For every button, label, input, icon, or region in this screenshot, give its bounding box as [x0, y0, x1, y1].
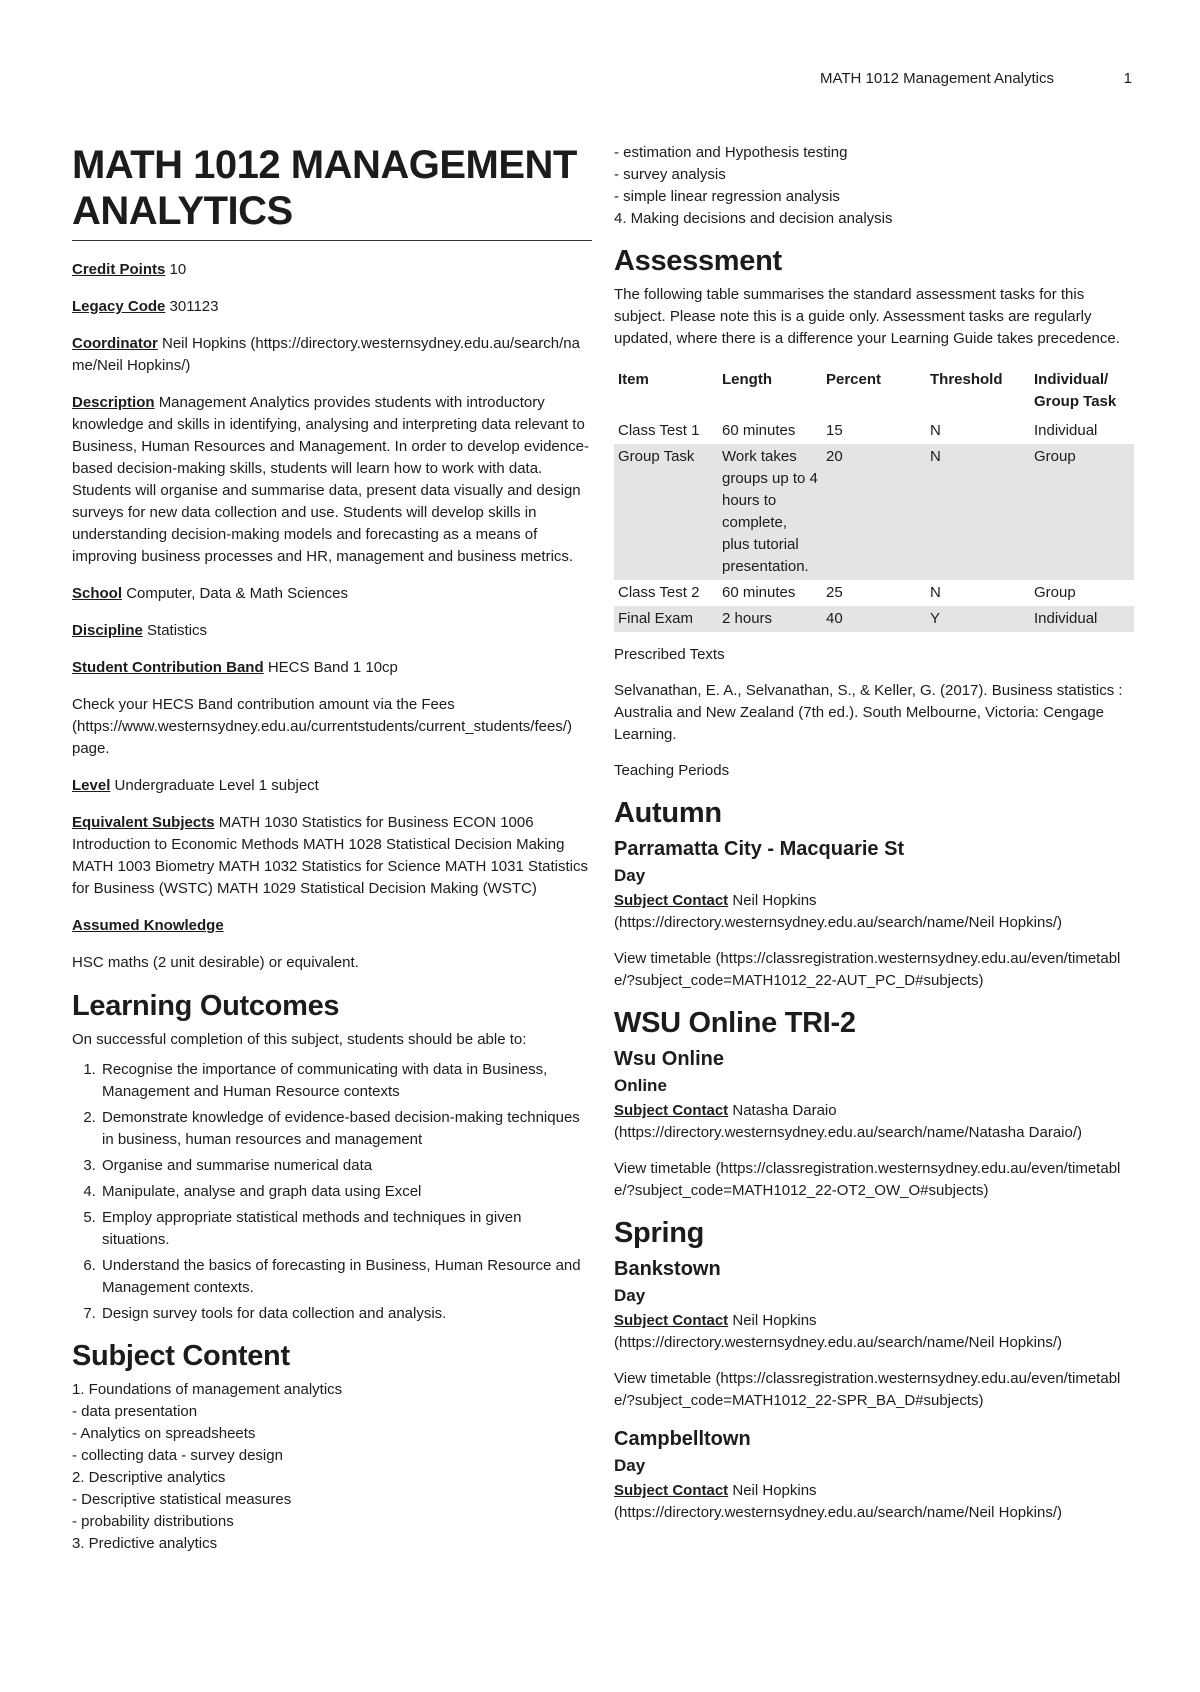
table-header-row [614, 364, 1134, 418]
cell-item: Class Test 2 [618, 584, 700, 601]
outcome-item: 4. Manipulate, analyse and graph data using Excel [100, 1181, 592, 1203]
content-line: 4. Making decisions and decision analysis [614, 210, 893, 227]
teaching-period-spring [614, 1216, 1134, 1524]
field-value: 301123 [169, 298, 219, 315]
column-header: Threshold [930, 371, 1003, 388]
assessment-table [614, 364, 1134, 632]
cell-item: Group Task [614, 444, 718, 580]
contact-link[interactable]: Natasha Daraio (https://directory.westernsydney.edu.au/search/name/Natasha Daraio/) [614, 1102, 1083, 1141]
table-row [614, 580, 1134, 606]
cell-task: Group [1030, 444, 1134, 580]
mode-heading: Day [614, 1456, 646, 1475]
outcome-item: 3. Organise and summarise numerical data [100, 1155, 592, 1177]
field-label: Level [72, 777, 111, 794]
column-header: Individual/ Group Task [1034, 371, 1117, 410]
teaching-period-autumn [614, 796, 1134, 992]
content-line: 1. Foundations of management analytics [72, 1381, 343, 1398]
period-heading: Spring [614, 1217, 705, 1249]
outcome-item: 7. Design survey tools for data collection and analysis. [100, 1303, 592, 1325]
cell-threshold: N [930, 584, 941, 601]
cell-percent: 20 [822, 444, 926, 580]
hecs-note[interactable]: Check your HECS Band contribution amount via the Fees (https://www.westernsydney.edu.au/currentstudents/current_students/fees/) page. [72, 696, 572, 757]
teaching-period-online-tri2 [614, 1006, 1134, 1202]
outcome-item: 1. Recognise the importance of communicating with data in Business, Management and Human Resource contexts [100, 1059, 592, 1103]
field-description [72, 392, 592, 568]
cell-task: Individual [1034, 422, 1098, 439]
outcome-item: 6. Understand the basics of forecasting in Business, Human Resource and Management contexts. [100, 1255, 592, 1299]
mode-heading: Day [614, 1286, 646, 1305]
field-label: Discipline [72, 622, 143, 639]
subject-content-list [72, 1379, 592, 1555]
timetable-link[interactable]: View timetable (https://classregistration.westernsydney.edu.au/even/timetable/?subject_code=MATH1012_22-OT2_OW_O#subjects) [614, 1160, 1121, 1199]
field-credit-points [72, 259, 592, 281]
field-legacy-code [72, 296, 592, 318]
mode-heading: Day [614, 866, 646, 885]
field-label: Description [72, 394, 155, 411]
teaching-periods-label: Teaching Periods [614, 762, 730, 779]
contact-label: Subject Contact [614, 892, 729, 909]
content-line: - Analytics on spreadsheets [72, 1425, 256, 1442]
cell-item: Class Test 1 [618, 422, 700, 439]
field-label: Student Contribution Band [72, 659, 264, 676]
campus-heading: Campbelltown [614, 1428, 751, 1450]
prescribed-texts-label: Prescribed Texts [614, 646, 725, 663]
field-value: 10 [169, 261, 187, 278]
learning-outcomes-list [72, 1059, 592, 1325]
learning-outcomes-intro: On successful completion of this subject, students should be able to: [72, 1031, 527, 1048]
field-value: MATH 1030 Statistics for Business ECON 1006 Introduction to Economic Methods MATH 1028 Statistical Decision Making MATH 1003 Biometry MATH 1032 Statistics for Science MATH 1031 Statistics for Business (WSTC) MATH 1029 Statistical Decision Making (WSTC) [72, 814, 589, 897]
field-coordinator [72, 333, 592, 377]
table-row [614, 606, 1134, 632]
field-label: Coordinator [72, 335, 158, 352]
assessment-intro: The following table summarises the standard assessment tasks for this subject. Please note this is a guide only. Assessment tasks are regularly updated, where there is a difference your Learning Guide takes precedence. [614, 286, 1120, 347]
content-line: - Descriptive statistical measures [72, 1491, 292, 1508]
contact-link[interactable]: Neil Hopkins (https://directory.westernsydney.edu.au/search/name/Neil Hopkins/) [614, 1482, 1062, 1521]
field-value: Undergraduate Level 1 subject [114, 777, 319, 794]
contact-label: Subject Contact [614, 1102, 729, 1119]
field-value: Computer, Data & Math Sciences [126, 585, 348, 602]
contact-link[interactable]: Neil Hopkins (https://directory.westernsydney.edu.au/search/name/Neil Hopkins/) [614, 892, 1062, 931]
field-equivalent-subjects [72, 812, 592, 900]
field-label: School [72, 585, 123, 602]
content-line: - estimation and Hypothesis testing [614, 144, 848, 161]
cell-length: 60 minutes [722, 584, 796, 601]
field-student-contribution-band [72, 657, 592, 679]
table-row [614, 418, 1134, 444]
field-value: HECS Band 1 10cp [267, 659, 398, 676]
period-heading: Autumn [614, 797, 722, 829]
page-number: 1 [1123, 70, 1132, 87]
period-heading: WSU Online TRI-2 [614, 1007, 856, 1039]
campus-heading: Bankstown [614, 1258, 721, 1280]
contact-label: Subject Contact [614, 1312, 729, 1329]
field-value: Statistics [147, 622, 208, 639]
subject-contact [614, 890, 1134, 934]
cell-percent: 25 [826, 584, 843, 601]
learning-outcomes-heading: Learning Outcomes [72, 990, 340, 1022]
prescribed-texts-citation: Selvanathan, E. A., Selvanathan, S., & Keller, G. (2017). Business statistics : Australia and New Zealand (7th ed.). South Melbourne, Victoria: Cengage Learning. [614, 682, 1123, 743]
cell-percent: 15 [826, 422, 843, 439]
left-column [72, 142, 592, 1555]
subject-contact [614, 1310, 1134, 1354]
cell-task: Group [1034, 584, 1076, 601]
content-line: - data presentation [72, 1403, 198, 1420]
timetable-link[interactable]: View timetable (https://classregistration.westernsydney.edu.au/even/timetable/?subject_code=MATH1012_22-AUT_PC_D#subjects) [614, 950, 1121, 989]
cell-threshold: Y [926, 606, 1030, 632]
field-level [72, 775, 592, 797]
content-line: - survey analysis [614, 166, 726, 183]
table-row [614, 444, 1134, 580]
cell-length: 2 hours [718, 606, 822, 632]
field-label: Legacy Code [72, 298, 166, 315]
subject-content-continued [614, 142, 1134, 230]
campus-heading: Parramatta City - Macquarie St [614, 838, 905, 860]
content-line: - collecting data - survey design [72, 1447, 283, 1464]
mode-heading: Online [614, 1076, 667, 1095]
outcome-item: 5. Employ appropriate statistical methods and techniques in given situations. [100, 1207, 592, 1251]
contact-link[interactable]: Neil Hopkins (https://directory.westernsydney.edu.au/search/name/Neil Hopkins/) [614, 1312, 1062, 1351]
cell-item: Final Exam [614, 606, 718, 632]
running-head-title: MATH 1012 Management Analytics [820, 70, 1055, 87]
subject-content-heading: Subject Content [72, 1340, 290, 1372]
campus-heading: Wsu Online [614, 1048, 724, 1070]
field-assumed-knowledge [72, 915, 592, 937]
field-label: Assumed Knowledge [72, 917, 224, 934]
content-line: - simple linear regression analysis [614, 188, 840, 205]
assessment-heading: Assessment [614, 245, 782, 277]
cell-length: Work takes groups up to 4 hours to complete, plus tutorial presentation. [718, 444, 822, 580]
right-column [614, 142, 1134, 1538]
cell-threshold: N [930, 422, 941, 439]
cell-length: 60 minutes [722, 422, 796, 439]
running-head [820, 70, 1132, 87]
cell-task: Individual [1030, 606, 1134, 632]
column-header: Item [618, 371, 649, 388]
content-line: 2. Descriptive analytics [72, 1469, 226, 1486]
field-value: Management Analytics provides students with introductory knowledge and skills in identifying, analysing and interpreting data relevant to Business, Human Resources and Management. In order to develop evidence-based decision-making skills, students will learn how to work with data. Students will organise and summarise data, present data visually and design surveys for new data collection and use. Students will develop skills in understanding decision-making models and forecasting as a means of improving business processes and HR, management and business metrics. [72, 394, 589, 565]
assumed-knowledge-value: HSC maths (2 unit desirable) or equivalent. [72, 954, 359, 971]
column-header: Percent [826, 371, 882, 388]
page-title: MATH 1012 MANAGEMENT ANALYTICS [72, 142, 592, 241]
field-label: Equivalent Subjects [72, 814, 215, 831]
contact-label: Subject Contact [614, 1482, 729, 1499]
field-school [72, 583, 592, 605]
field-discipline [72, 620, 592, 642]
coordinator-link[interactable]: Neil Hopkins (https://directory.westernsydney.edu.au/search/name/Neil Hopkins/) [72, 335, 580, 374]
subject-contact [614, 1480, 1134, 1524]
subject-contact [614, 1100, 1134, 1144]
column-header: Length [722, 371, 772, 388]
cell-percent: 40 [822, 606, 926, 632]
timetable-link[interactable]: View timetable (https://classregistration.westernsydney.edu.au/even/timetable/?subject_code=MATH1012_22-SPR_BA_D#subjects) [614, 1370, 1121, 1409]
field-label: Credit Points [72, 261, 166, 278]
content-line: - probability distributions [72, 1513, 234, 1530]
outcome-item: 2. Demonstrate knowledge of evidence-based decision-making techniques in business, human resources and management [100, 1107, 592, 1151]
cell-threshold: N [926, 444, 1030, 580]
content-line: 3. Predictive analytics [72, 1535, 218, 1552]
